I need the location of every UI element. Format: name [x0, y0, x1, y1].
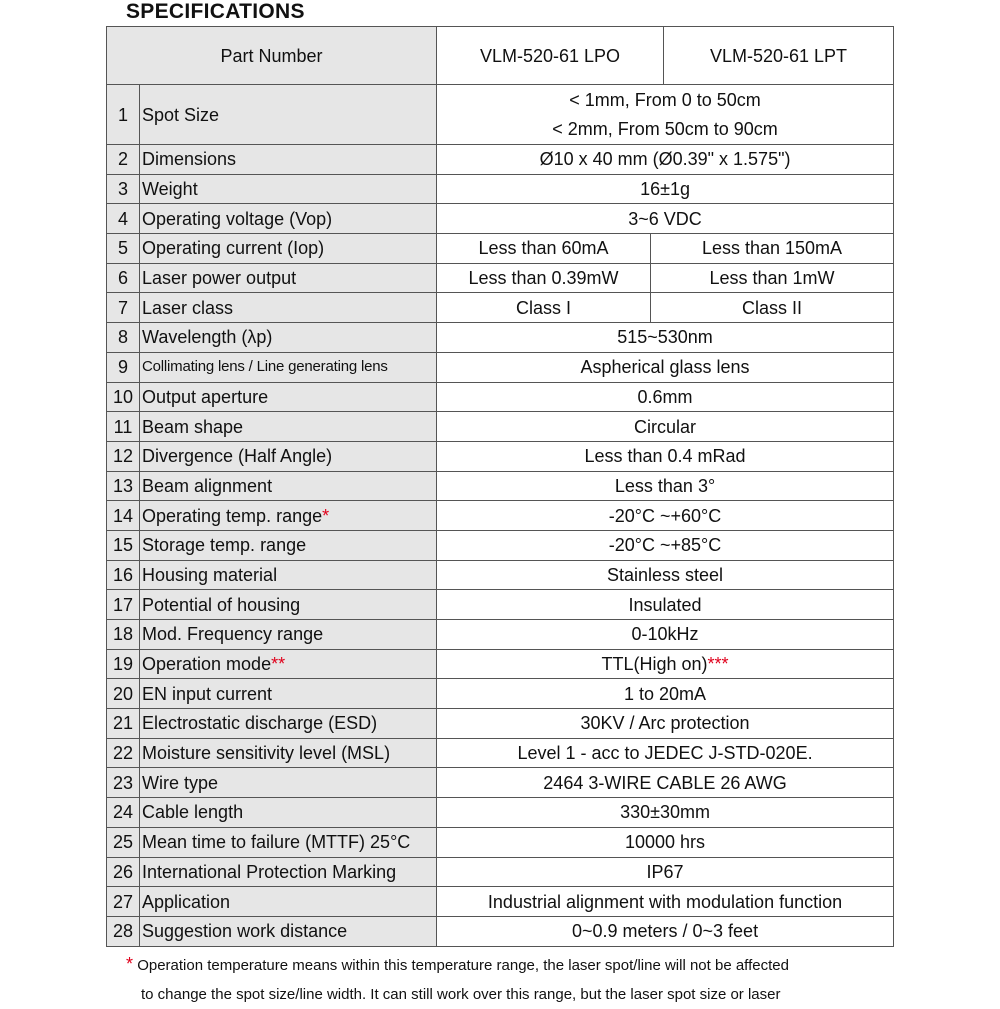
table-row [107, 174, 894, 204]
row-value [437, 174, 894, 204]
row-label [140, 441, 437, 471]
row-number: 8 [107, 323, 140, 353]
row-number: 25 [107, 827, 140, 857]
spot-size-line-1: < 1mm, From 0 to 50cm [569, 89, 761, 110]
row-label-text: Output aperture [142, 386, 269, 407]
row-label-text: International Protection Marking [142, 861, 397, 882]
row-label [140, 768, 437, 798]
row-number: 2 [107, 145, 140, 175]
table-row [107, 501, 894, 531]
row-label-text: Divergence (Half Angle) [142, 446, 333, 467]
row-value-text: -20°C ~+60°C [608, 505, 722, 526]
table-row [107, 323, 894, 353]
row-label [140, 234, 437, 264]
row-number: 27 [107, 887, 140, 917]
row-label-text: Cable length [142, 802, 244, 823]
table-row [107, 234, 894, 264]
row-value [437, 441, 894, 471]
row-number: 13 [107, 471, 140, 501]
row-value [437, 590, 894, 620]
row-label [140, 827, 437, 857]
row-label-text: Wavelength (λp) [142, 327, 273, 348]
row-value-text: Less than 0.4 mRad [584, 446, 746, 467]
row-label [140, 145, 437, 175]
row-number: 26 [107, 857, 140, 887]
footnote-line-1: Operation temperature means within this temperature range, the laser spot/line will not be affected [137, 957, 789, 974]
table-row [107, 560, 894, 590]
row-label [140, 887, 437, 917]
row-label-text: Mean time to failure (MTTF) 25°C [142, 832, 411, 853]
row-number: 18 [107, 620, 140, 650]
row-label [140, 590, 437, 620]
row-label [140, 204, 437, 234]
row-label [140, 679, 437, 709]
row-number: 5 [107, 234, 140, 264]
row-number: 16 [107, 560, 140, 590]
row-value-lpt: Class II [651, 293, 894, 323]
row-number: 7 [107, 293, 140, 323]
row-value-lpt: Less than 1mW [651, 263, 894, 293]
row-value-text: Less than 3° [614, 475, 716, 496]
footnote-marker: ** [271, 654, 286, 675]
row-label [140, 382, 437, 412]
row-value [437, 887, 894, 917]
row-value-text: Insulated [628, 594, 702, 615]
table-row [107, 916, 894, 946]
row-label-text: Operating voltage (Vop) [142, 208, 333, 229]
row-value-text: Industrial alignment with modulation function [487, 891, 843, 912]
footnote-marker: *** [707, 654, 729, 675]
row-label: Spot Size [140, 85, 437, 145]
row-value [437, 204, 894, 234]
row-label-text: EN input current [142, 683, 273, 704]
row-value [437, 145, 894, 175]
table-row [107, 85, 894, 145]
part-number-label: Part Number [107, 27, 437, 85]
row-label-text: Housing material [142, 564, 278, 585]
row-value-text: TTL(High on) [601, 654, 708, 675]
table-row [107, 471, 894, 501]
row-value [437, 471, 894, 501]
row-number: 28 [107, 916, 140, 946]
table-row [107, 352, 894, 382]
table-row [107, 887, 894, 917]
row-label-text: Laser power output [142, 268, 297, 289]
row-number: 11 [107, 412, 140, 442]
row-label [140, 649, 437, 679]
footnote-mark: * [126, 954, 134, 974]
page-title: SPECIFICATIONS [126, 0, 305, 23]
table-row [107, 145, 894, 175]
row-label [140, 798, 437, 828]
row-value [437, 738, 894, 768]
row-label-text: Mod. Frequency range [142, 624, 324, 645]
row-value-lpt: Less than 150mA [651, 234, 894, 264]
row-value-text: Aspherical glass lens [580, 357, 750, 378]
row-value [437, 382, 894, 412]
model-lpt-header: VLM-520-61 LPT [664, 27, 894, 85]
row-value [437, 649, 894, 679]
row-value-text: 0-10kHz [631, 624, 699, 645]
row-label [140, 293, 437, 323]
row-value [437, 798, 894, 828]
row-label [140, 263, 437, 293]
table-row [107, 590, 894, 620]
row-label-text: Dimensions [142, 149, 237, 170]
row-number: 6 [107, 263, 140, 293]
table-row [107, 738, 894, 768]
row-label [140, 174, 437, 204]
row-label [140, 560, 437, 590]
row-value [437, 501, 894, 531]
row-label-text: Collimating lens / Line generating lens [142, 358, 388, 376]
row-number: 14 [107, 501, 140, 531]
row-value [437, 768, 894, 798]
spec-table [106, 26, 894, 947]
row-value-text: 16±1g [640, 179, 690, 200]
row-number: 15 [107, 530, 140, 560]
table-row [107, 857, 894, 887]
row-number: 23 [107, 768, 140, 798]
table-row [107, 620, 894, 650]
row-label [140, 620, 437, 650]
table-row [107, 827, 894, 857]
row-number: 4 [107, 204, 140, 234]
table-row [107, 768, 894, 798]
row-value-text: Circular [634, 416, 697, 437]
row-number: 19 [107, 649, 140, 679]
row-label [140, 501, 437, 531]
table-row [107, 798, 894, 828]
footnote [126, 950, 846, 1009]
row-label-text: Moisture sensitivity level (MSL) [142, 743, 391, 764]
row-label [140, 412, 437, 442]
row-value [437, 620, 894, 650]
row-value-text: 2464 3-WIRE CABLE 26 AWG [543, 772, 787, 793]
row-number: 17 [107, 590, 140, 620]
row-number: 1 [107, 85, 140, 145]
table-row [107, 679, 894, 709]
row-value-text: Stainless steel [606, 564, 724, 585]
row-label [140, 471, 437, 501]
table-row [107, 263, 894, 293]
row-number: 21 [107, 709, 140, 739]
footnote-line-2: to change the spot size/line width. It can still work over this range, but the laser spot size or laser [141, 986, 781, 1003]
row-value [437, 709, 894, 739]
row-label-text: Wire type [142, 772, 219, 793]
row-value [437, 857, 894, 887]
row-value-text: Level 1 - acc to JEDEC J-STD-020E. [517, 743, 813, 764]
row-number: 22 [107, 738, 140, 768]
row-value-text: Ø10 x 40 mm (Ø0.39" x 1.575") [539, 149, 791, 170]
table-row [107, 204, 894, 234]
table-row [107, 530, 894, 560]
row-label [140, 857, 437, 887]
table-row [107, 293, 894, 323]
row-label [140, 738, 437, 768]
row-value [437, 916, 894, 946]
row-label-text: Suggestion work distance [142, 921, 348, 942]
row-number: 24 [107, 798, 140, 828]
row-value-lpo: Less than 60mA [437, 234, 651, 264]
table-header-row [107, 27, 894, 85]
row-value-lpo: Class I [437, 293, 651, 323]
row-number: 12 [107, 441, 140, 471]
row-value-text: 330±30mm [620, 802, 710, 823]
model-lpo-header: VLM-520-61 LPO [437, 27, 664, 85]
row-value [437, 323, 894, 353]
row-value-text: 515~530nm [617, 327, 713, 348]
row-value-lpo: Less than 0.39mW [437, 263, 651, 293]
row-value [437, 560, 894, 590]
row-value-text: 30KV / Arc protection [580, 713, 750, 734]
row-label [140, 352, 437, 382]
table-row [107, 709, 894, 739]
row-value [437, 827, 894, 857]
row-label [140, 709, 437, 739]
table-row [107, 649, 894, 679]
row-label [140, 530, 437, 560]
row-value-text: 0~0.9 meters / 0~3 feet [571, 921, 759, 942]
row-label-text: Electrostatic discharge (ESD) [142, 713, 378, 734]
row-number: 9 [107, 352, 140, 382]
row-label-text: Potential of housing [142, 594, 301, 615]
row-number: 20 [107, 679, 140, 709]
row-label-text: Weight [142, 179, 198, 200]
spot-size-line-2: < 2mm, From 50cm to 90cm [552, 118, 778, 139]
row-label-text: Storage temp. range [142, 535, 307, 556]
row-value [437, 679, 894, 709]
row-label-text: Application [142, 891, 231, 912]
table-row [107, 441, 894, 471]
row-value [437, 412, 894, 442]
row-value [437, 352, 894, 382]
row-number: 10 [107, 382, 140, 412]
table-row [107, 412, 894, 442]
row-label-text: Operating temp. range [142, 505, 323, 526]
row-value-text: 0.6mm [637, 386, 693, 407]
row-value-text: -20°C ~+85°C [608, 535, 722, 556]
row-label-text: Laser class [142, 297, 234, 318]
row-label [140, 323, 437, 353]
footnote-marker: * [322, 505, 330, 526]
row-label-text: Beam alignment [142, 475, 273, 496]
row-number: 3 [107, 174, 140, 204]
table-row [107, 382, 894, 412]
row-value-text: 10000 hrs [624, 832, 706, 853]
row-value-text: 1 to 20mA [624, 683, 707, 704]
row-value [437, 85, 894, 145]
row-value-text: 3~6 VDC [628, 208, 702, 229]
row-value [437, 530, 894, 560]
row-label-text: Operation mode [142, 654, 272, 675]
row-label-text: Operating current (Iop) [142, 238, 325, 259]
row-label [140, 916, 437, 946]
row-value-text: IP67 [646, 861, 684, 882]
row-label-text: Beam shape [142, 416, 244, 437]
